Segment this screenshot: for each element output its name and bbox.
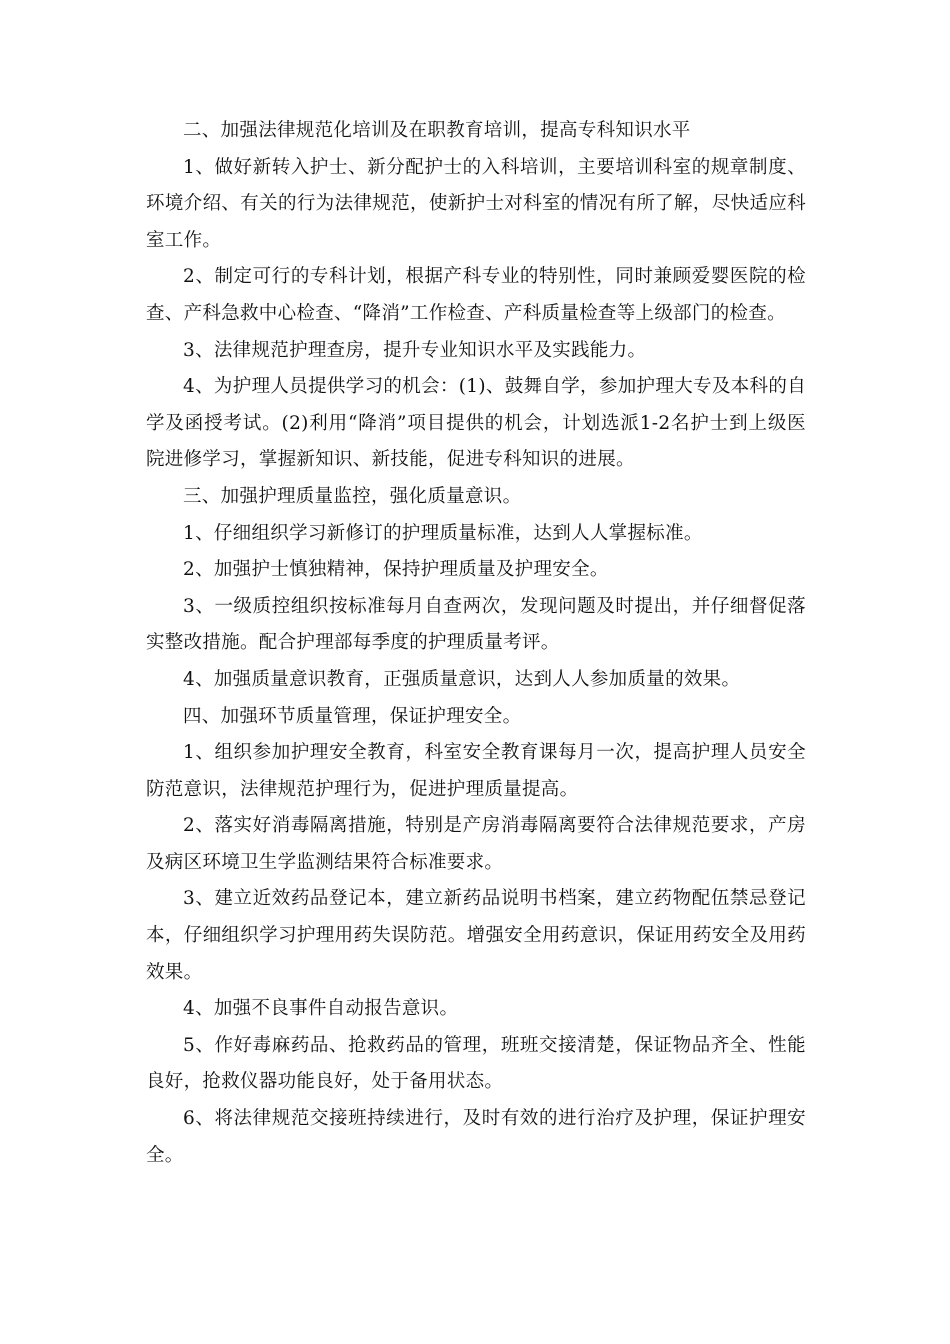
paragraph: 1、仔细组织学习新修订的护理质量标准，达到人人掌握标准。: [183, 522, 703, 544]
paragraph: 3、法律规范护理查房，提升专业知识水平及实践能力。: [183, 339, 647, 361]
paragraph: 4、加强不良事件自动报告意识。: [183, 998, 459, 1020]
document-body: [146, 113, 806, 1174]
paragraph: 6、将法律规范交接班持续进行，及时有效的进行治疗及护理，保证护理安全。: [146, 1108, 806, 1166]
paragraph: 1、组织参加护理安全教育，科室安全教育课每月一次，提高护理人员安全防范意识，法律规范护理行为，促进护理质量提高。: [146, 742, 806, 800]
section-heading-4: 四、加强环节质量管理，保证护理安全。: [183, 705, 522, 727]
paragraph: 5、作好毒麻药品、抢救药品的管理，班班交接清楚，保证物品齐全、性能良好，抢救仪器功能良好，处于备用状态。: [146, 1034, 806, 1093]
paragraph: 2、加强护士慎独精神，保持护理质量及护理安全。: [183, 559, 609, 581]
paragraph: 2、落实好消毒隔离措施，特别是产房消毒隔离要符合法律规范要求，产房及病区环境卫生学监测结果符合标准要求。: [146, 815, 806, 873]
section-heading-2: 二、加强法律规范化培训及在职教育培训，提高专科知识水平: [183, 120, 691, 141]
paragraph: 4、加强质量意识教育，正强质量意识，达到人人参加质量的效果。: [183, 668, 741, 690]
paragraph: 2、制定可行的专科计划，根据产科专业的特别性，同时兼顾爱婴医院的检查、产科急救中心检查、“降消”工作检查、产科质量检查等上级部门的检查。: [146, 266, 806, 324]
paragraph: 1、做好新转入护士、新分配护士的入科培训，主要培训科室的规章制度、环境介绍、有关的行为法律规范，使新护士对科室的情况有所了解，尽快适应科室工作。: [146, 156, 806, 251]
paragraph: 4、为护理人员提供学习的机会：(1)、鼓舞自学，参加护理大专及本科的自学及函授考试。(2)利用“降消”项目提供的机会，计划选派1-2名护士到上级医院进修学习，掌握新知识、新技能，促进专科知识的进展。: [146, 376, 806, 471]
paragraph: 3、建立近效药品登记本，建立新药品说明书档案，建立药物配伍禁忌登记本，仔细组织学习护理用药失误防范。增强安全用药意识，保证用药安全及用药效果。: [146, 888, 806, 983]
paragraph: 3、一级质控组织按标准每月自查两次，发现问题及时提出，并仔细督促落实整改措施。配合护理部每季度的护理质量考评。: [146, 595, 806, 654]
section-heading-3: 三、加强护理质量监控，强化质量意识。: [183, 485, 522, 507]
